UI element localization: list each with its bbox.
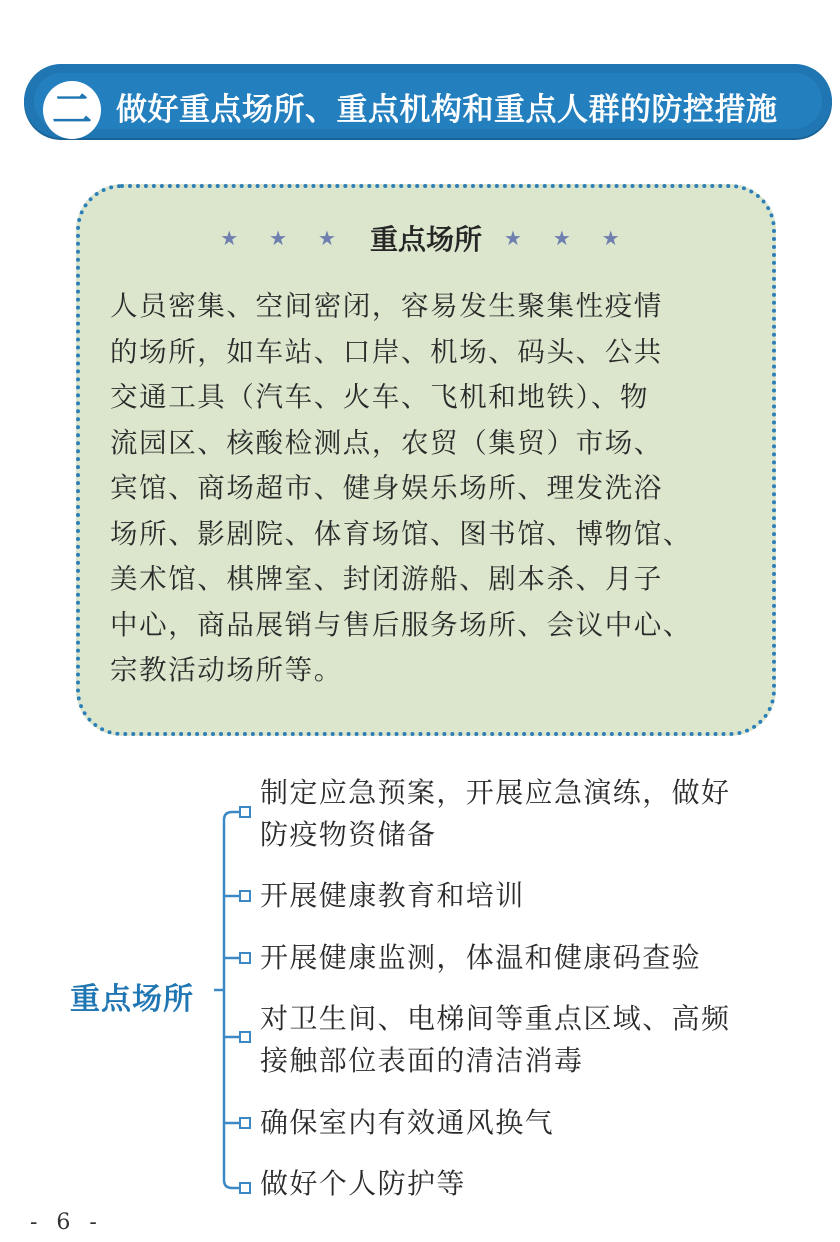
mindmap-branch: [260, 937, 800, 979]
info-box-title: 重点场所: [369, 223, 482, 256]
mindmap-branch: [260, 998, 800, 1082]
mindmap-branch: [260, 1163, 800, 1205]
section-title: 做好重点场所、重点机构和重点人群的防控措施: [116, 92, 778, 128]
section-number: 二: [43, 81, 101, 139]
info-box-line: 的场所，如车站、口岸、机场、码头、公共: [110, 335, 663, 368]
key-places-info-box: [76, 184, 776, 736]
info-box-line: 场所、影剧院、体育场馆、图书馆、博物馆、: [110, 517, 692, 550]
info-box-heading: [80, 218, 772, 258]
stars-right-icon: ★ ★ ★: [504, 226, 632, 250]
mindmap-root-label: 重点场所: [70, 982, 194, 1017]
mindmap-branch: [260, 1102, 800, 1144]
branch-line: 对卫生间、电梯间等重点区域、高频: [260, 1002, 731, 1035]
branch-line: 防疫物资储备: [260, 818, 437, 851]
mindmap-branch: [260, 772, 800, 856]
mindmap-node-icon: [240, 953, 250, 963]
branch-line: 做好个人防护等: [260, 1167, 466, 1200]
section-header: [24, 64, 832, 138]
info-box-line: 流园区、核酸检测点，农贸（集贸）市场、: [110, 426, 663, 459]
branch-line: 制定应急预案，开展应急演练，做好: [260, 776, 731, 809]
info-box-body: [110, 284, 750, 694]
info-box-line: 人员密集、空间密闭，容易发生聚集性疫情: [110, 290, 663, 322]
section-header-inner: [34, 73, 822, 133]
info-box-line: 宗教活动场所等。: [110, 654, 343, 686]
mindmap-node-icon: [240, 1118, 250, 1128]
branch-line: 接触部位表面的清洁消毒: [260, 1044, 584, 1077]
branch-line: 确保室内有效通风换气: [260, 1106, 555, 1139]
mindmap-node-icon: [240, 807, 250, 817]
mindmap-node-icon: [240, 1183, 250, 1193]
stars-left-icon: ★ ★ ★: [220, 226, 348, 250]
info-box-line: 美术馆、棋牌室、封闭游船、剧本杀、月子: [110, 563, 663, 595]
branch-line: 开展健康监测，体温和健康码查验: [260, 941, 702, 974]
mindmap-spine: [224, 812, 232, 1188]
mindmap-node-icon: [240, 891, 250, 901]
mindmap-branch: [260, 875, 800, 917]
branch-line: 开展健康教育和培训: [260, 879, 525, 912]
info-box-line: 中心，商品展销与售后服务场所、会议中心、: [110, 608, 692, 641]
page-number: - 6 -: [30, 1210, 103, 1235]
mindmap-node-icon: [240, 1032, 250, 1042]
info-box-line: 交通工具（汽车、火车、飞机和地铁）、物: [110, 381, 650, 413]
info-box-line: 宾馆、商场超市、健身娱乐场所、理发洗浴: [110, 472, 663, 504]
